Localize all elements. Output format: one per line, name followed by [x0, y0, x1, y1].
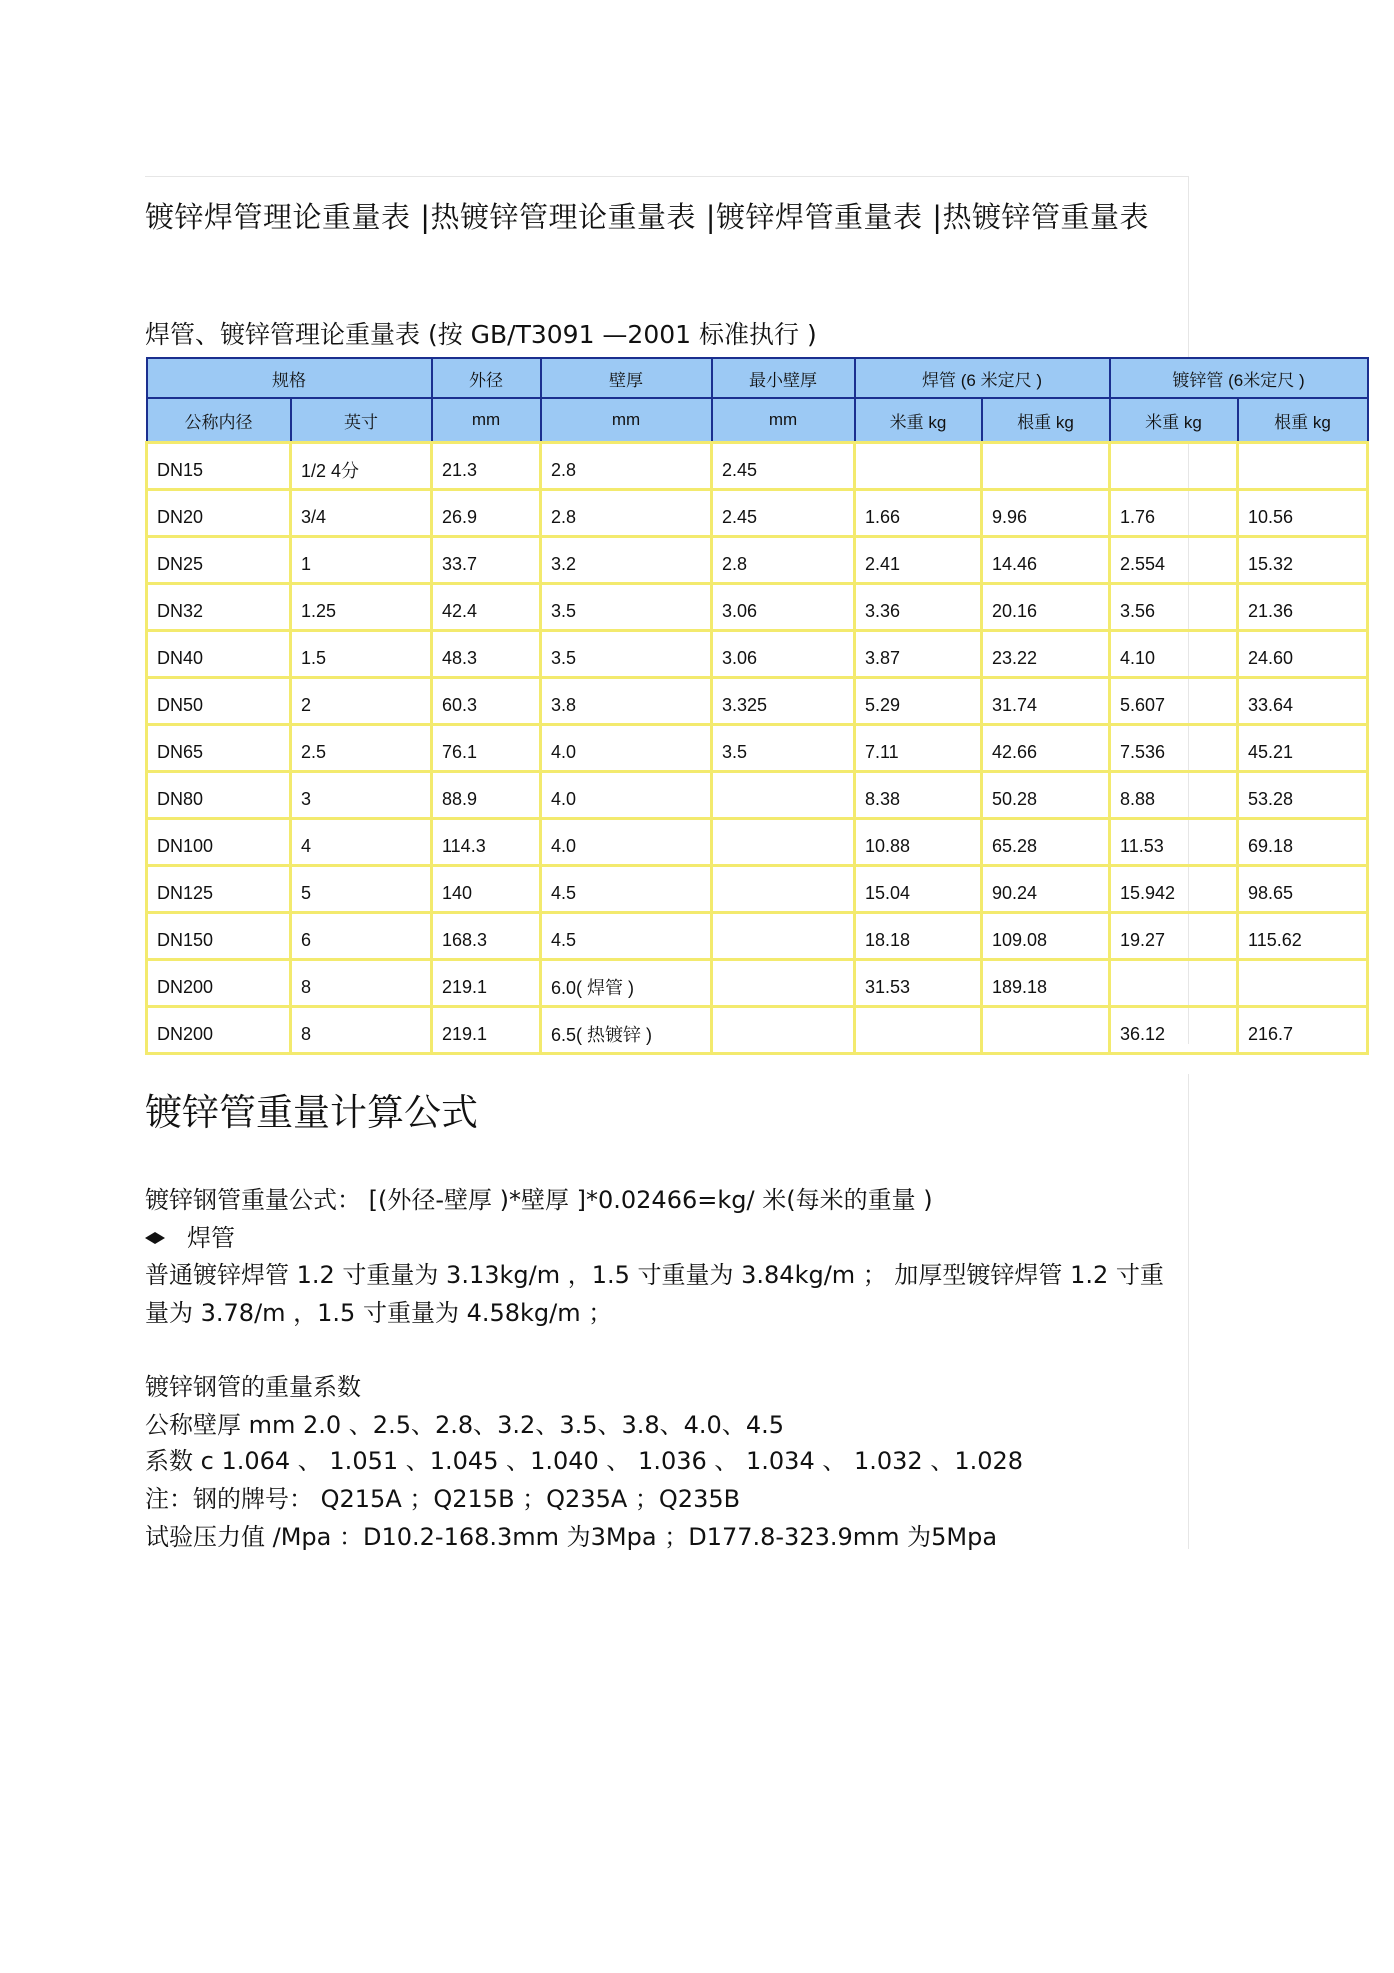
table-cell: DN20 [147, 490, 291, 537]
document-title: 镀锌焊管理论重量表 |热镀锌管理论重量表 |镀锌焊管重量表 |热镀锌管重量表 [145, 200, 1149, 234]
table-row [147, 725, 1368, 772]
table-cell: 3.325 [712, 678, 855, 725]
table-cell [855, 1007, 982, 1054]
coefficient-values: 系数 c 1.064 、 1.051 、1.045 、1.040 、 1.036 、 1.034 、 1.032 、1.028 [145, 1447, 1024, 1475]
table-subtitle: 焊管、镀锌管理论重量表 (按 GB/T3091 —2001 标准执行 ) [145, 320, 817, 349]
table-cell: 60.3 [432, 678, 541, 725]
table-cell: 15.04 [855, 866, 982, 913]
table-cell: 6.0( 焊管 ) [541, 960, 712, 1007]
table-cell: 3.06 [712, 584, 855, 631]
table-cell: 48.3 [432, 631, 541, 678]
table-cell: 8.88 [1110, 772, 1238, 819]
table-cell: 21.3 [432, 443, 541, 490]
table-cell [1110, 443, 1238, 490]
table-cell: 4 [291, 819, 432, 866]
header-galv-per-piece: 根重 kg [1238, 398, 1368, 443]
table-cell: 2.5 [291, 725, 432, 772]
table-cell: 4.0 [541, 725, 712, 772]
table-cell: DN200 [147, 1007, 291, 1054]
table-row [147, 490, 1368, 537]
header-od-unit: mm [432, 398, 541, 443]
table-cell: 33.64 [1238, 678, 1368, 725]
table-cell: 2.41 [855, 537, 982, 584]
table-cell: DN50 [147, 678, 291, 725]
table-cell: 5 [291, 866, 432, 913]
table-cell: 24.60 [1238, 631, 1368, 678]
table-cell: DN32 [147, 584, 291, 631]
header-welded-per-piece: 根重 kg [982, 398, 1110, 443]
table-cell: 1/2 4分 [291, 443, 432, 490]
table-cell: 2.554 [1110, 537, 1238, 584]
formula-heading: 镀锌管重量计算公式 [145, 1091, 478, 1134]
table-cell: 11.53 [1110, 819, 1238, 866]
table-cell: 36.12 [1110, 1007, 1238, 1054]
table-cell: 115.62 [1238, 913, 1368, 960]
bullet-label: 焊管 [187, 1224, 235, 1252]
table-row [147, 678, 1368, 725]
table-cell: 42.66 [982, 725, 1110, 772]
header-welded-per-meter: 米重 kg [855, 398, 982, 443]
table-cell [712, 960, 855, 1007]
header-min-wall: 最小壁厚 [712, 358, 855, 398]
table-cell: 2.45 [712, 490, 855, 537]
table-cell: 14.46 [982, 537, 1110, 584]
table-cell: 2.8 [541, 490, 712, 537]
header-wall: 壁厚 [541, 358, 712, 398]
header-row-2 [147, 398, 1368, 443]
table-cell: 7.11 [855, 725, 982, 772]
header-spec: 规格 [147, 358, 432, 398]
table-cell: 65.28 [982, 819, 1110, 866]
table-row [147, 866, 1368, 913]
table-row [147, 584, 1368, 631]
table-cell: DN80 [147, 772, 291, 819]
table-cell: 10.88 [855, 819, 982, 866]
table-cell: DN15 [147, 443, 291, 490]
table-cell [712, 1007, 855, 1054]
table-cell: 9.96 [982, 490, 1110, 537]
table-cell: 7.536 [1110, 725, 1238, 772]
header-row-1 [147, 358, 1368, 398]
header-min-wall-unit: mm [712, 398, 855, 443]
table-cell: 6.5( 热镀锌 ) [541, 1007, 712, 1054]
table-cell: 4.10 [1110, 631, 1238, 678]
table-cell: 90.24 [982, 866, 1110, 913]
table-row [147, 960, 1368, 1007]
table-cell: 3.5 [541, 584, 712, 631]
table-row [147, 1007, 1368, 1054]
table-cell: 15.32 [1238, 537, 1368, 584]
table-cell: 18.18 [855, 913, 982, 960]
table-cell: 4.0 [541, 772, 712, 819]
header-wall-unit: mm [541, 398, 712, 443]
table-cell: 1 [291, 537, 432, 584]
coefficient-walls: 公称壁厚 mm 2.0 、2.5、2.8、3.2、3.5、3.8、4.0、4.5 [145, 1411, 784, 1439]
diamond-bullet-icon [145, 1231, 165, 1245]
table-cell: DN65 [147, 725, 291, 772]
table-cell: 8 [291, 1007, 432, 1054]
test-pressure: 试验压力值 /Mpa ：D10.2-168.3mm 为3Mpa ；D177.8-323.9mm 为5Mpa [145, 1523, 998, 1551]
table-cell: DN25 [147, 537, 291, 584]
table-cell: 3.87 [855, 631, 982, 678]
table-cell: 4.0 [541, 819, 712, 866]
table-cell: 1.76 [1110, 490, 1238, 537]
table-cell: DN125 [147, 866, 291, 913]
table-cell: 42.4 [432, 584, 541, 631]
header-nominal: 公称内径 [147, 398, 291, 443]
table-cell: 3.5 [541, 631, 712, 678]
table-cell: 33.7 [432, 537, 541, 584]
table-cell [712, 772, 855, 819]
table-cell [1110, 960, 1238, 1007]
table-cell: 5.29 [855, 678, 982, 725]
table-cell: 53.28 [1238, 772, 1368, 819]
table-cell: 21.36 [1238, 584, 1368, 631]
table-cell: 216.7 [1238, 1007, 1368, 1054]
table-cell: 31.53 [855, 960, 982, 1007]
formula-text: 镀锌钢管重量公式： [(外径-壁厚 )*壁厚 ]*0.02466=kg/ 米(每米的重量 ) [145, 1186, 933, 1214]
table-cell: 5.607 [1110, 678, 1238, 725]
table-cell: 2.45 [712, 443, 855, 490]
table-cell: DN100 [147, 819, 291, 866]
table-cell [712, 819, 855, 866]
table-cell: 3/4 [291, 490, 432, 537]
table-cell: 3.2 [541, 537, 712, 584]
table-cell: DN150 [147, 913, 291, 960]
table-cell: 69.18 [1238, 819, 1368, 866]
header-od: 外径 [432, 358, 541, 398]
table-cell [855, 443, 982, 490]
table-row [147, 772, 1368, 819]
table-cell: 88.9 [432, 772, 541, 819]
table-cell: 8.38 [855, 772, 982, 819]
table-cell: 3 [291, 772, 432, 819]
table-cell: 6 [291, 913, 432, 960]
table-cell: 8 [291, 960, 432, 1007]
table-cell: 2.8 [712, 537, 855, 584]
table-cell: 3.36 [855, 584, 982, 631]
table-row [147, 913, 1368, 960]
table-cell: 3.06 [712, 631, 855, 678]
header-welded: 焊管 (6 米定尺 ) [855, 358, 1110, 398]
table-cell [712, 913, 855, 960]
table-row [147, 819, 1368, 866]
table-cell: 50.28 [982, 772, 1110, 819]
table-cell: 19.27 [1110, 913, 1238, 960]
table-cell: 10.56 [1238, 490, 1368, 537]
table-cell [982, 1007, 1110, 1054]
table-cell: 23.22 [982, 631, 1110, 678]
table-cell: 4.5 [541, 913, 712, 960]
table-cell [712, 866, 855, 913]
table-cell: 3.56 [1110, 584, 1238, 631]
table-cell: 98.65 [1238, 866, 1368, 913]
table-cell: 1.66 [855, 490, 982, 537]
table-row [147, 631, 1368, 678]
steel-grade-note: 注：钢的牌号： Q215A ；Q215B ；Q235A ；Q235B [145, 1485, 741, 1513]
table-row [147, 537, 1368, 584]
table-cell: 1.25 [291, 584, 432, 631]
table-body [147, 443, 1368, 1054]
table-cell: 15.942 [1110, 866, 1238, 913]
table-cell: 219.1 [432, 960, 541, 1007]
pipe-weight-table [145, 357, 1369, 1055]
table-cell: 140 [432, 866, 541, 913]
coefficient-title: 镀锌钢管的重量系数 [145, 1373, 361, 1401]
weight-paragraph: 普通镀锌焊管 1.2 寸重量为 3.13kg/m ，1.5 寸重量为 3.84kg/m ； 加厚型镀锌焊管 1.2 寸重量为 3.78/m ，1.5 寸重量为 4.58kg/m ； [145, 1261, 1164, 1327]
table-cell: DN40 [147, 631, 291, 678]
table-cell: 31.74 [982, 678, 1110, 725]
table-cell: 45.21 [1238, 725, 1368, 772]
table-cell: 26.9 [432, 490, 541, 537]
header-galv-per-meter: 米重 kg [1110, 398, 1238, 443]
table-cell: DN200 [147, 960, 291, 1007]
table-cell: 20.16 [982, 584, 1110, 631]
table-cell: 4.5 [541, 866, 712, 913]
table-cell: 3.5 [712, 725, 855, 772]
table-cell [1238, 443, 1368, 490]
table-cell: 168.3 [432, 913, 541, 960]
table-cell: 2.8 [541, 443, 712, 490]
table-cell: 76.1 [432, 725, 541, 772]
table-cell: 114.3 [432, 819, 541, 866]
table-cell [982, 443, 1110, 490]
table-cell: 3.8 [541, 678, 712, 725]
bullet-item [145, 1219, 1185, 1257]
table-cell: 219.1 [432, 1007, 541, 1054]
table-cell: 1.5 [291, 631, 432, 678]
table-cell: 189.18 [982, 960, 1110, 1007]
header-inch: 英寸 [291, 398, 432, 443]
table-cell: 2 [291, 678, 432, 725]
table-cell: 109.08 [982, 913, 1110, 960]
table-cell [1238, 960, 1368, 1007]
table-row [147, 443, 1368, 490]
header-galvanized: 镀锌管 (6米定尺 ) [1110, 358, 1368, 398]
